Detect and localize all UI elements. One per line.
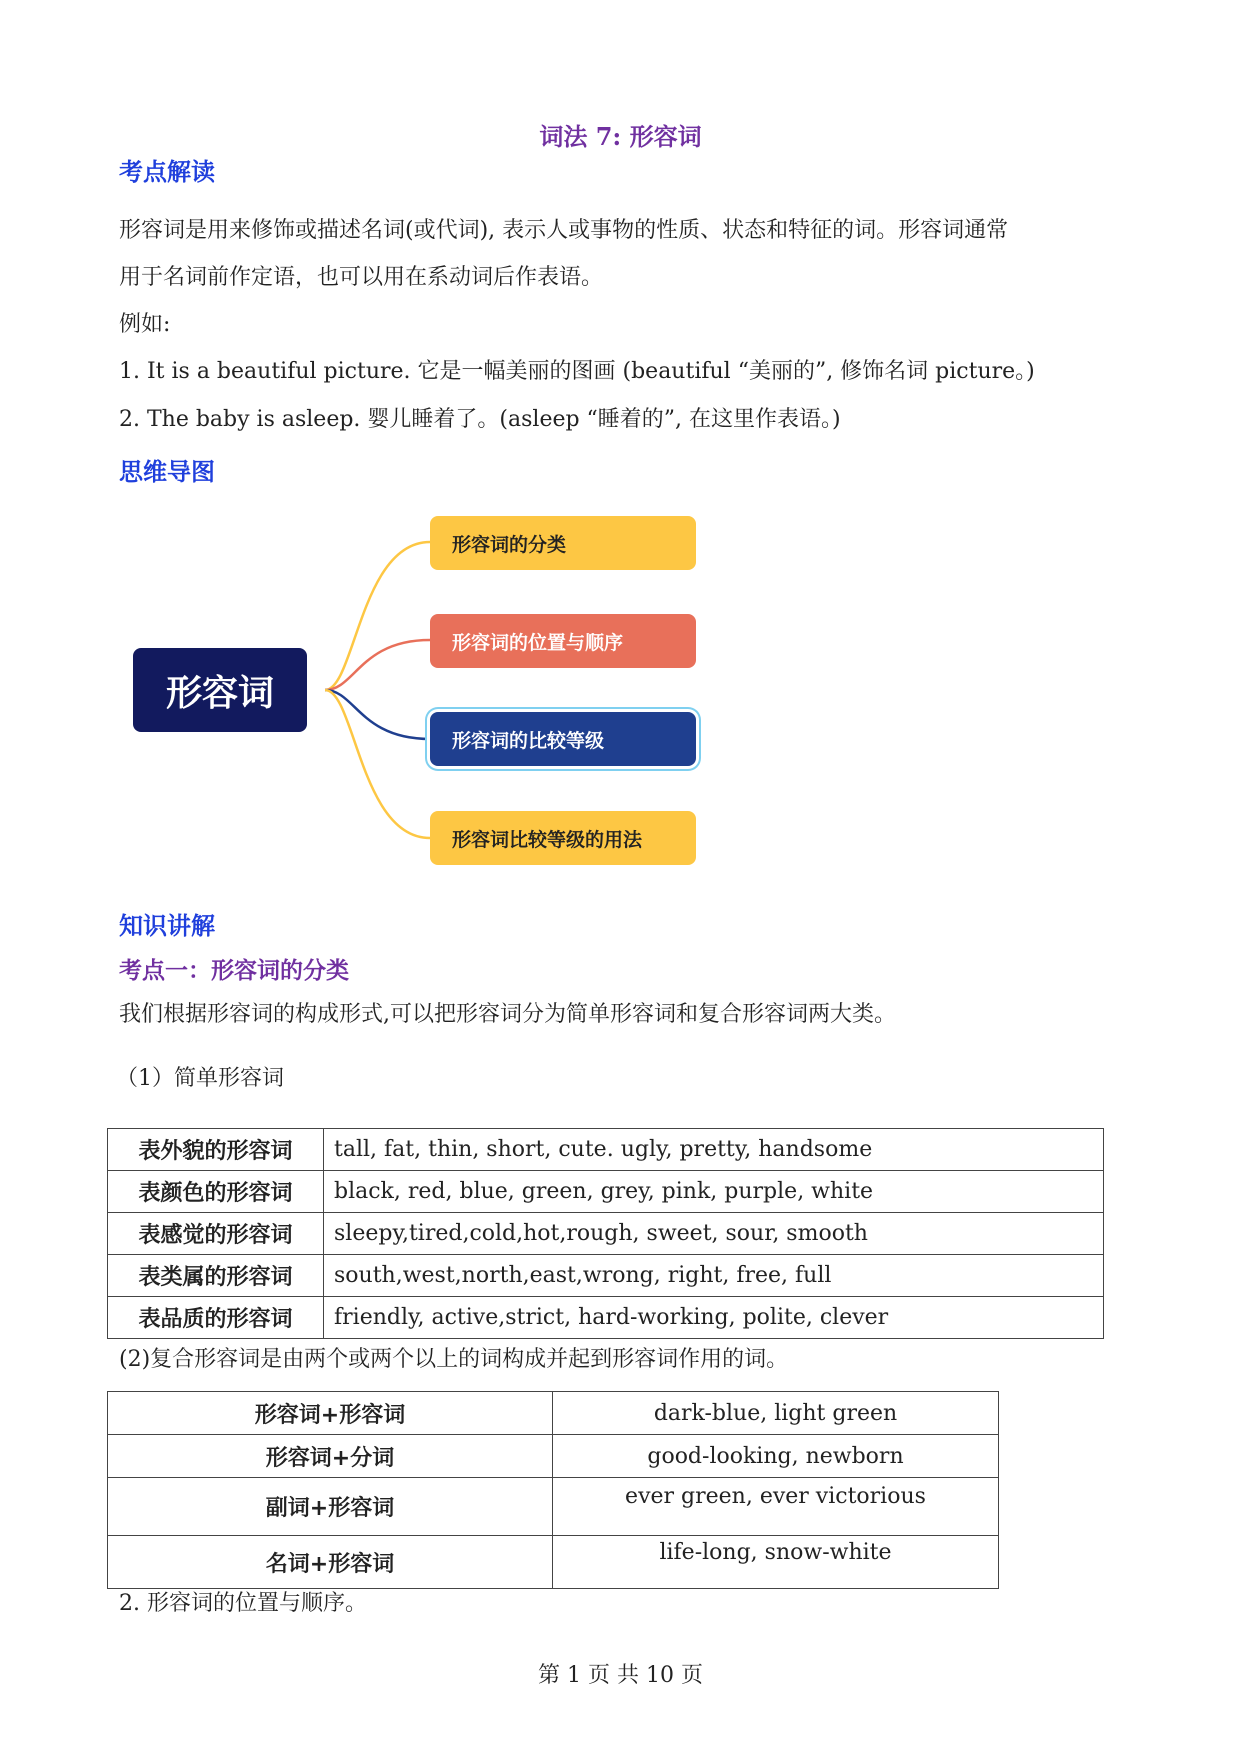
classification-intro: 我们根据形容词的构成形式,可以把形容词分为简单形容词和复合形容词两大类。 xyxy=(119,1002,896,1027)
pattern-cell: 形容词+形容词 xyxy=(108,1392,553,1435)
example-1: 1. It is a beautiful picture. 它是一幅美丽的图画 (beautiful “美丽的”, 修饰名词 picture。) xyxy=(119,359,1035,384)
page-footer: 第 1 页 共 10 页 xyxy=(538,1663,703,1688)
section-heading-siwei-daotu: 思维导图 xyxy=(119,457,215,486)
branch-label: 形容词的位置与顺序 xyxy=(452,631,624,654)
table-row xyxy=(108,1213,1104,1255)
mind-map-branch-classification xyxy=(430,516,696,570)
table-row xyxy=(108,1435,999,1478)
compound-adjective-label: (2)复合形容词是由两个或两个以上的词构成并起到形容词作用的词。 xyxy=(119,1347,789,1372)
intro-line-1: 形容词是用来修饰或描述名词(或代词), 表示人或事物的性质、状态和特征的词。形容词通常 xyxy=(119,218,1009,243)
section-heading-kaodian-yi: 考点一：形容词的分类 xyxy=(119,957,349,984)
example-2: 2. The baby is asleep. 婴儿睡着了。(asleep “睡着的”, 在这里作表语。) xyxy=(119,407,841,432)
examples-cell: sleepy,tired,cold,hot,rough, sweet, sour, smooth xyxy=(324,1213,1104,1255)
examples-cell: black, red, blue, green, grey, pink, purple, white xyxy=(324,1171,1104,1213)
category-cell: 表类属的形容词 xyxy=(108,1255,324,1297)
connector-4 xyxy=(325,690,430,838)
pattern-cell: 副词+形容词 xyxy=(108,1478,553,1536)
table-row xyxy=(108,1478,999,1536)
table-row xyxy=(108,1392,999,1435)
connector-2 xyxy=(325,640,430,690)
mind-map-root-label: 形容词 xyxy=(165,672,274,714)
table-row xyxy=(108,1129,1104,1171)
examples-cell: south,west,north,east,wrong, right, free, full xyxy=(324,1255,1104,1297)
pattern-cell: 形容词+分词 xyxy=(108,1435,553,1478)
mind-map-root-node xyxy=(133,648,307,732)
category-cell: 表感觉的形容词 xyxy=(108,1213,324,1255)
section-heading-zhishi-jiangjie: 知识讲解 xyxy=(119,911,215,940)
example-label: 例如: xyxy=(119,312,171,337)
branch-label: 形容词的比较等级 xyxy=(452,729,605,752)
intro-line-2: 用于名词前作定语，也可以用在系动词后作表语。 xyxy=(119,265,604,290)
table-row xyxy=(108,1297,1104,1339)
examples-cell: ever green, ever victorious xyxy=(553,1478,999,1536)
simple-adjective-table xyxy=(107,1128,1104,1339)
table-row xyxy=(108,1171,1104,1213)
branch-label: 形容词比较等级的用法 xyxy=(452,828,643,851)
branch-label: 形容词的分类 xyxy=(452,533,567,556)
pattern-cell: 名词+形容词 xyxy=(108,1536,553,1589)
connector-1 xyxy=(325,542,430,690)
examples-cell: friendly, active,strict, hard-working, polite, clever xyxy=(324,1297,1104,1339)
examples-cell: tall, fat, thin, short, cute. ugly, pretty, handsome xyxy=(324,1129,1104,1171)
examples-cell: life-long, snow-white xyxy=(553,1536,999,1589)
connector-3 xyxy=(325,690,430,739)
examples-cell: good-looking, newborn xyxy=(553,1435,999,1478)
section-heading-kaodian-jiedu: 考点解读 xyxy=(119,157,215,186)
category-cell: 表品质的形容词 xyxy=(108,1297,324,1339)
category-cell: 表外貌的形容词 xyxy=(108,1129,324,1171)
compound-adjective-table xyxy=(107,1391,999,1589)
next-section-heading: 2. 形容词的位置与顺序。 xyxy=(119,1591,367,1616)
table-row xyxy=(108,1536,999,1589)
mind-map xyxy=(110,500,730,880)
category-cell: 表颜色的形容词 xyxy=(108,1171,324,1213)
simple-adjective-label: （1）简单形容词 xyxy=(116,1066,284,1091)
page-title: 词法 7: 形容词 xyxy=(539,122,702,151)
mind-map-branch-comparison-usage xyxy=(430,811,696,865)
table-row xyxy=(108,1255,1104,1297)
examples-cell: dark-blue, light green xyxy=(553,1392,999,1435)
mind-map-branch-comparison-degrees xyxy=(430,712,696,766)
mind-map-branch-position-order xyxy=(430,614,696,668)
